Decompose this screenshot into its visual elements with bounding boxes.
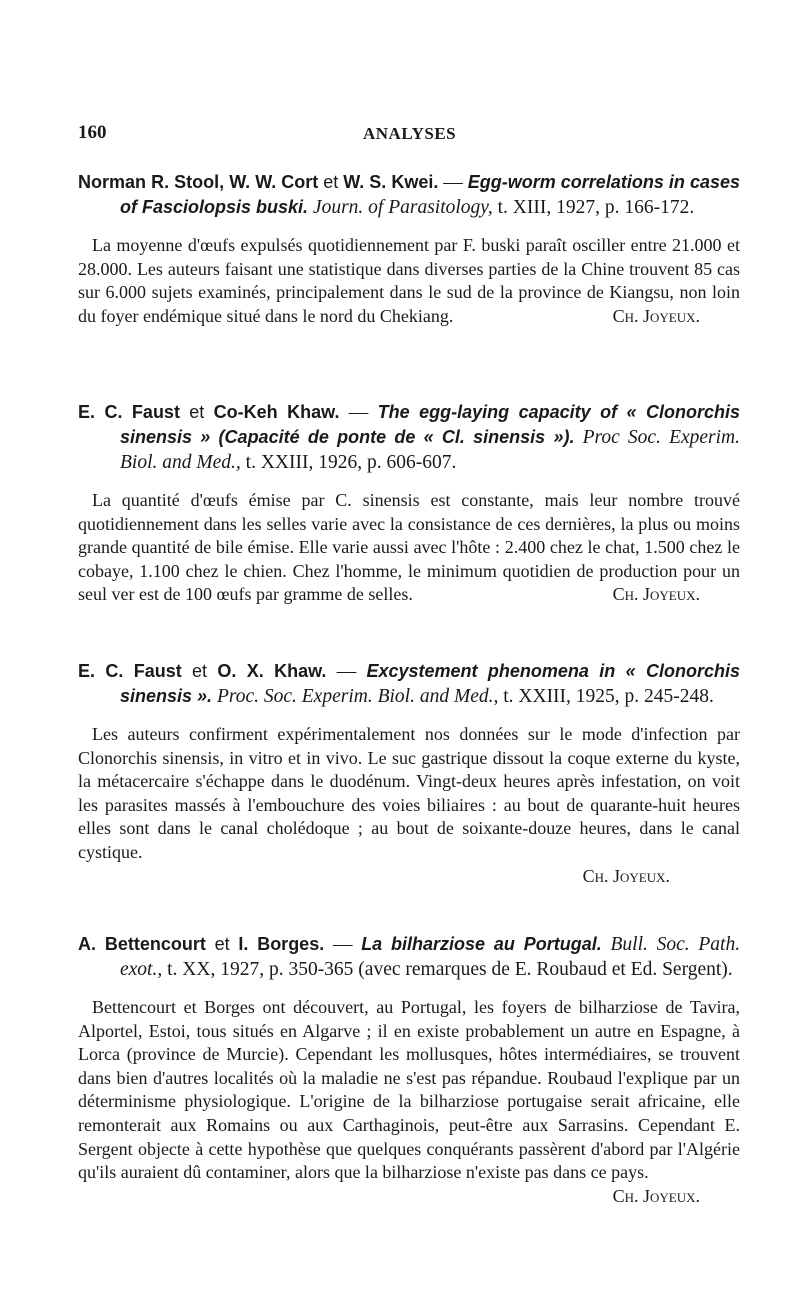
article-title: La bilharziose au Portugal.: [361, 934, 602, 954]
authors: E. C. Faust: [78, 402, 180, 422]
reviewer-signature: Ch. Joyeux.: [612, 1185, 700, 1206]
article-title: Excystement phenomena in « Clonorchis sinensis ».: [120, 661, 741, 706]
conjunction: et: [192, 661, 208, 681]
authors-second: O. X. Khaw.: [217, 661, 327, 681]
summary-paragraph: [78, 234, 740, 328]
authors-second: W. S. Kwei.: [343, 172, 439, 192]
authors-second: I. Borges.: [238, 934, 325, 954]
summary-paragraph: [78, 489, 740, 607]
dash: —: [348, 402, 369, 423]
citation: [78, 400, 740, 475]
citation: [78, 659, 740, 709]
authors: Norman R. Stool, W. W. Cort: [78, 172, 319, 192]
volume-reference: t. XIII, 1927, p. 166-172.: [497, 197, 695, 218]
summary-text: Bettencourt et Borges ont découvert, au Portugal, les foyers de bilharziose de Tavira, Alportel, Estoi, tous situés en Algarve ; il en existe probablement un autre en Espagne, à Lorca (province de Murcie). Cependant les mollusques, hôtes intermédiaires, se trouvent dans bien d'autres localités où la maladie ne s'est pas répandue. Roubaud l'explique par un déterminisme physiologique. L'origine de la bilharziose portugaise serait africaine, elle remonterait aux Romains ou aux Carthaginois, peut-être aux Sarrasins. Cependant E. Sergent objecte à cette hypothèse que quelques conquérants passèrent d'abord par l'Algérie qu'ils auraient dû contaminer, alors que la bilharziose n'existe pas dans ce pays.: [78, 997, 740, 1183]
authors: A. Bettencourt: [78, 934, 206, 954]
authors: E. C. Faust: [78, 661, 182, 681]
journal-name: Proc Soc. Experim. Biol. and Med.,: [120, 427, 741, 473]
dash: —: [332, 934, 353, 955]
review-entry: [78, 659, 740, 888]
review-entry: [78, 170, 740, 328]
page-header: [78, 122, 740, 146]
review-entry: [78, 932, 740, 1208]
citation: [78, 932, 740, 982]
reviewer-signature: Ch. Joyeux.: [582, 865, 670, 886]
summary-text: La quantité d'œufs émise par C. sinensis est constante, mais leur nombre trouvé quotidiennement dans les selles varie avec la consistance de ces dernières, la plus ou moins grande quantité de bile émise. Elle varie aussi avec l'hôte : 2.400 chez le chat, 1.500 chez le cobaye, 1.100 chez le chien. Chez l'homme, le minimum quotidien de production pour un seul ver est de 100 œufs par gramme de selles.: [78, 490, 740, 605]
summary-paragraph: [78, 723, 740, 888]
journal-name: Bull. Soc. Path. exot.,: [120, 934, 741, 980]
dash: —: [336, 661, 357, 682]
volume-reference: t. XX, 1927, p. 350-365 (avec remarques de E. Roubaud et Ed. Sergent).: [167, 959, 733, 980]
reviewer-signature: Ch. Joyeux.: [612, 305, 700, 326]
article-title: Egg-worm correlations in cases of Fasciolopsis buski.: [120, 172, 741, 217]
volume-reference: t. XXIII, 1926, p. 606-607.: [245, 452, 457, 473]
summary-text: La moyenne d'œufs expulsés quotidiennement par F. buski paraît osciller entre 21.000 et 28.000. Les auteurs faisant une statistique dans diverses parties de la Chine trouvent 85 cas sur 6.000 sujets examinés, principalement dans le sud de la province de Kiangsu, non loin du foyer endémique situé dans le nord du Chekiang.: [78, 235, 740, 326]
dash: —: [443, 172, 463, 193]
authors-second: Co-Keh Khaw.: [213, 402, 340, 422]
journal-name: Journ. of Parasitology,: [312, 197, 493, 218]
page-number: 160: [78, 122, 107, 143]
conjunction: et: [214, 934, 230, 954]
reviewer-signature: Ch. Joyeux.: [612, 584, 700, 605]
journal-name: Proc. Soc. Experim. Biol. and Med.,: [216, 686, 499, 707]
running-head: ANALYSES: [363, 124, 457, 143]
review-entry: [78, 400, 740, 607]
conjunction: et: [323, 172, 339, 192]
summary-paragraph: [78, 996, 740, 1206]
citation: [78, 170, 740, 220]
volume-reference: t. XXIII, 1925, p. 245-248.: [503, 686, 714, 707]
article-title: The egg-laying capacity of « Clonorchis sinensis » (Capacité de ponte de « Cl. sinensis »).: [120, 402, 741, 447]
conjunction: et: [189, 402, 205, 422]
summary-text: Les auteurs confirment expérimentalement nos données sur le mode d'infection par Clonorchis sinensis, in vitro et in vivo. Le suc gastrique dissout la coque externe du kyste, la métacercaire s'échappe dans le duodénum. Vingt-deux heures après infestation, on voit les parasites massés à l'embouchure des voies biliaires : au bout de quarante-huit heures elles sont dans le canal cholédoque ; au bout de soixante-douze heures, dans le canal cystique.: [78, 724, 740, 862]
